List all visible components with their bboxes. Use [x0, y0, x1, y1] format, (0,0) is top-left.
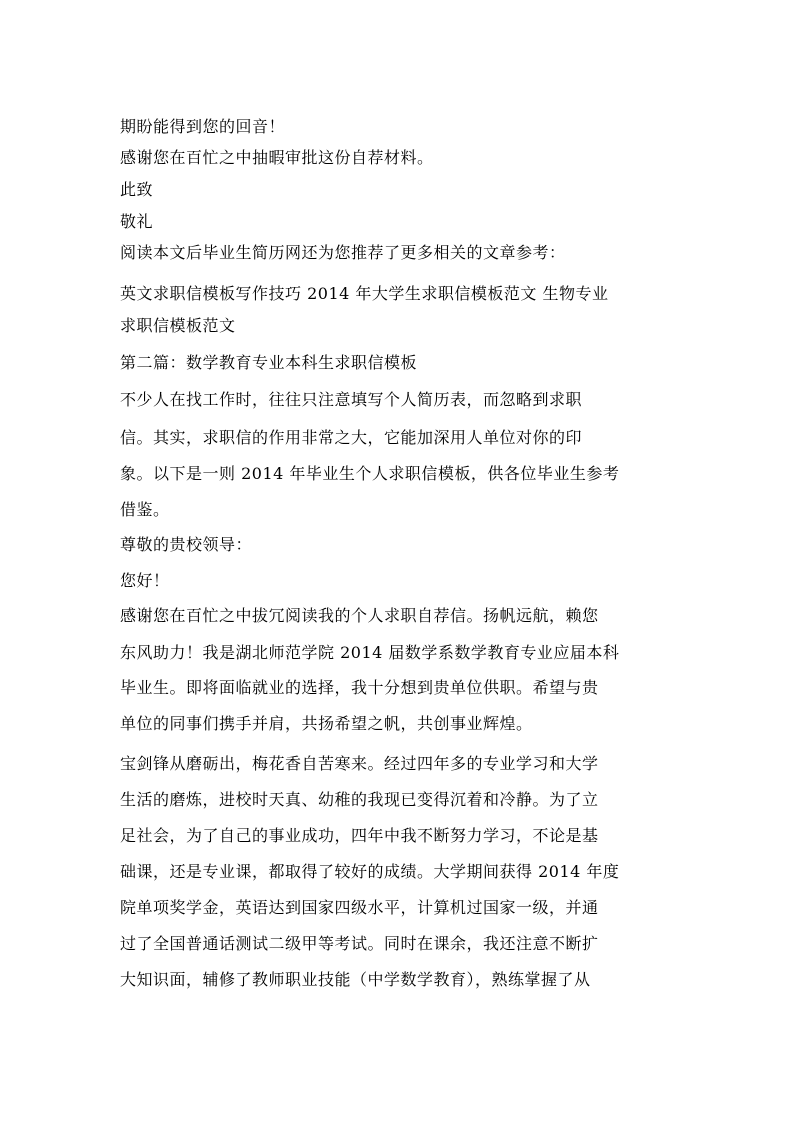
text-line: 宝剑锋从磨砺出，梅花香自苦寒来。经过四年多的专业学习和大学	[120, 754, 599, 773]
text-line: 象。以下是一则 2014 年毕业生个人求职信模板，供各位毕业生参考	[120, 464, 620, 483]
text-line: 大知识面，辅修了教师职业技能（中学数学教育），熟练掌握了从	[120, 970, 591, 989]
text-line: 感谢您在百忙之中拔冗阅读我的个人求职自荐信。扬帆远航，赖您	[120, 606, 599, 625]
section-heading: 第二篇：数学教育专业本科生求职信模板	[120, 353, 418, 372]
text-line: 东风助力！我是湖北师范学院 2014 届数学系数学教育专业应届本科	[120, 643, 620, 662]
text-line: 感谢您在百忙之中抽暇审批这份自荐材料。	[120, 148, 434, 167]
text-line: 求职信模板范文	[120, 316, 236, 335]
text-line: 英文求职信模板写作技巧 2014 年大学生求职信模板范文 生物专业	[120, 284, 609, 303]
text-line: 尊敬的贵校领导：	[120, 535, 253, 554]
text-line: 不少人在找工作时，往往只注意填写个人简历表，而忽略到求职	[120, 390, 583, 409]
text-line: 敬礼	[120, 212, 154, 231]
text-line: 毕业生。即将面临就业的选择，我十分想到贵单位供职。希望与贵	[120, 678, 599, 697]
text-line: 生活的磨炼，进校时天真、幼稚的我现已变得沉着和冷静。为了立	[120, 790, 599, 809]
text-line: 借鉴。	[120, 500, 170, 519]
text-line: 院单项奖学金，英语达到国家四级水平，计算机过国家一级，并通	[120, 898, 599, 917]
text-line: 此致	[120, 180, 154, 199]
text-line: 期盼能得到您的回音！	[120, 117, 286, 136]
text-line: 础课，还是专业课，都取得了较好的成绩。大学期间获得 2014 年度	[120, 862, 620, 881]
text-line: 单位的同事们携手并肩，共扬希望之帆，共创事业辉煌。	[120, 714, 533, 733]
text-line: 您好！	[120, 571, 170, 590]
text-line: 信。其实，求职信的作用非常之大，它能加深用人单位对你的印	[120, 428, 583, 447]
text-line: 足社会，为了自己的事业成功，四年中我不断努力学习，不论是基	[120, 826, 599, 845]
text-line: 阅读本文后毕业生简历网还为您推荐了更多相关的文章参考：	[120, 243, 566, 262]
text-line: 过了全国普通话测试二级甲等考试。同时在课余，我还注意不断扩	[120, 934, 599, 953]
